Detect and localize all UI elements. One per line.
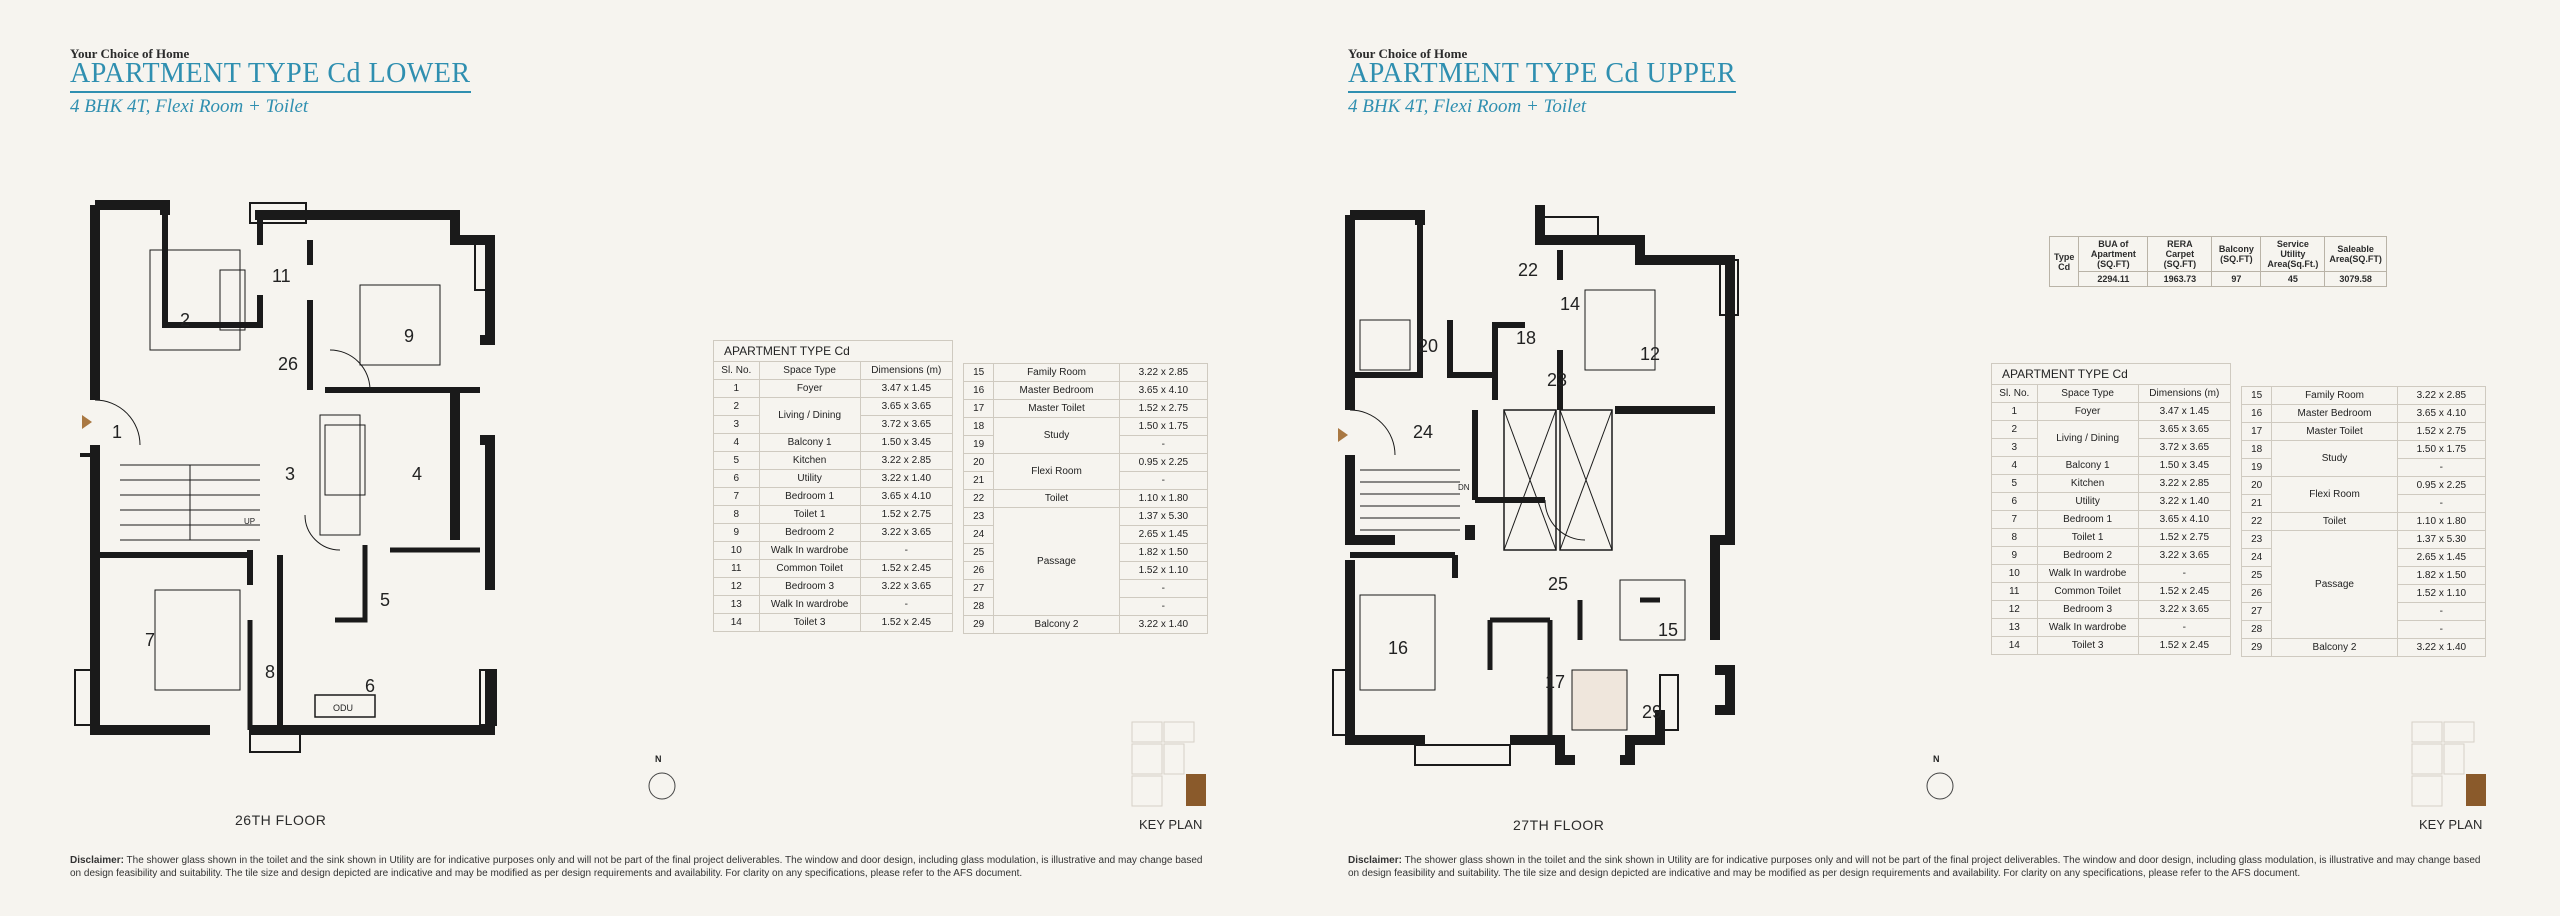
table-row: 22 Toilet 1.10 x 1.80 <box>964 490 1208 508</box>
table-row: 17 Master Toilet 1.52 x 2.75 <box>2242 423 2486 441</box>
right-page <box>1280 0 2560 916</box>
table-row: 2 Living / Dining 3.65 x 3.65 <box>714 398 953 416</box>
table-row: 28 - <box>2242 621 2486 639</box>
table-row: 1 Foyer 3.47 x 1.45 <box>714 380 953 398</box>
disclaimer-text: The shower glass shown in the toilet and the sink shown in Utility are for indicative purposes only and will not be part of the final project deliverables. The window and door design, including glass modulation, is illustrative and may change based on design feasibility and suitability. The tile size and design depicted are indicative and may be modified as per design requirements and availability. For clarity on any specifications, please refer to the AFS document. <box>70 855 1203 879</box>
eyebrow-text: Your Choice of Home <box>70 46 190 61</box>
table-row: 27 - <box>964 580 1208 598</box>
table-row: 6 Utility 3.22 x 1.40 <box>1992 493 2231 511</box>
table-row: 24 2.65 x 1.45 <box>2242 549 2486 567</box>
area-header: Balcony (SQ.FT) <box>2212 237 2261 272</box>
table-row: 5 Kitchen 3.22 x 2.85 <box>714 452 953 470</box>
room-14: 14 <box>1560 294 1581 314</box>
room-17: 17 <box>1545 672 1566 692</box>
col-header: Sl. No. <box>714 362 760 380</box>
room-8: 8 <box>265 662 276 682</box>
table-body <box>1992 403 2231 655</box>
table-caption: APARTMENT TYPE Cd <box>714 341 953 362</box>
table-row: 20 Flexi Room 0.95 x 2.25 <box>2242 477 2486 495</box>
table-body <box>714 380 953 632</box>
room-15: 15 <box>1658 620 1679 640</box>
table-body <box>2242 387 2486 657</box>
room-9: 9 <box>404 326 415 346</box>
floor-label: 27TH FLOOR <box>1513 817 1605 833</box>
table-row: 23 Passage 1.37 x 5.30 <box>964 508 1208 526</box>
table-caption: APARTMENT TYPE Cd <box>1992 364 2231 385</box>
room-numbers <box>1388 260 1678 722</box>
page-subtitle: 4 BHK 4T, Flexi Room + Toilet <box>1348 96 1587 117</box>
area-summary-table <box>2049 236 2387 287</box>
room-5: 5 <box>380 590 391 610</box>
page-subtitle: 4 BHK 4T, Flexi Room + Toilet <box>70 96 309 117</box>
page-title: APARTMENT TYPE Cd UPPER <box>1348 58 1736 93</box>
room-23: 23 <box>1547 370 1568 390</box>
table-row: 7 Bedroom 1 3.65 x 4.10 <box>1992 511 2231 529</box>
room-16: 16 <box>1388 638 1409 658</box>
room-20: 20 <box>1418 336 1439 356</box>
table-row: 4 Balcony 1 1.50 x 3.45 <box>1992 457 2231 475</box>
room-18: 18 <box>1516 328 1537 348</box>
area-value: 1963.73 <box>2148 272 2212 287</box>
table-row: 28 - <box>964 598 1208 616</box>
table-row: 18 Study 1.50 x 1.75 <box>964 418 1208 436</box>
disclaimer <box>1348 854 2488 880</box>
table-row: 11 Common Toilet 1.52 x 2.45 <box>1992 583 2231 601</box>
table-row: 12 Bedroom 3 3.22 x 3.65 <box>714 578 953 596</box>
col-header: Space Type <box>759 362 860 380</box>
table-row: 13 Walk In wardrobe - <box>1992 619 2231 637</box>
room-29: 29 <box>1642 702 1663 722</box>
table-row: 19 - <box>964 436 1208 454</box>
table-row: 20 Flexi Room 0.95 x 2.25 <box>964 454 1208 472</box>
table-row: 26 1.52 x 1.10 <box>2242 585 2486 603</box>
room-4: 4 <box>412 464 423 484</box>
table-row: 22 Toilet 1.10 x 1.80 <box>2242 513 2486 531</box>
table-row: 25 1.82 x 1.50 <box>964 544 1208 562</box>
floor-plan-26 <box>60 200 500 770</box>
col-header: Dimensions (m) <box>2138 385 2230 403</box>
room-22: 22 <box>1518 260 1539 280</box>
table-row: 9 Bedroom 2 3.22 x 3.65 <box>714 524 953 542</box>
table-row: 16 Master Bedroom 3.65 x 4.10 <box>964 382 1208 400</box>
room-schedule-right <box>963 363 1208 634</box>
table-row: 26 1.52 x 1.10 <box>964 562 1208 580</box>
room-25: 25 <box>1548 574 1569 594</box>
disclaimer-text: The shower glass shown in the toilet and the sink shown in Utility are for indicative purposes only and will not be part of the final project deliverables. The window and door design, including glass modulation, is illustrative and may change based on design feasibility and suitability. The tile size and design depicted are indicative and may be modified as per design requirements and availability. For clarity on any specifications, please refer to the AFS document. <box>1348 855 2481 879</box>
table-row: 8 Toilet 1 1.52 x 2.75 <box>1992 529 2231 547</box>
table-row: 4 Balcony 1 1.50 x 3.45 <box>714 434 953 452</box>
table-row: 10 Walk In wardrobe - <box>1992 565 2231 583</box>
area-value: 45 <box>2261 272 2325 287</box>
table-row: 18 Study 1.50 x 1.75 <box>2242 441 2486 459</box>
key-plan-graphic <box>2410 720 2490 810</box>
room-11: 11 <box>272 266 291 286</box>
table-row: 19 - <box>2242 459 2486 477</box>
dn-label: DN <box>1458 483 1470 492</box>
north-compass-icon <box>645 752 679 802</box>
table-row: 24 2.65 x 1.45 <box>964 526 1208 544</box>
room-26: 26 <box>278 354 299 374</box>
table-body <box>964 364 1208 634</box>
table-row: 10 Walk In wardrobe - <box>714 542 953 560</box>
disclaimer-label: Disclaimer: <box>70 855 124 866</box>
area-value: 97 <box>2212 272 2261 287</box>
key-plan-label: KEY PLAN <box>2419 817 2483 832</box>
col-header: Space Type <box>2037 385 2138 403</box>
table-row: 29 Balcony 2 3.22 x 1.40 <box>2242 639 2486 657</box>
key-plan-label: KEY PLAN <box>1139 817 1203 832</box>
area-value: 3079.58 <box>2325 272 2387 287</box>
table-row: 25 1.82 x 1.50 <box>2242 567 2486 585</box>
area-header: Saleable Area(SQ.FT) <box>2325 237 2387 272</box>
table-row: 21 - <box>2242 495 2486 513</box>
odu-label: ODU <box>333 703 353 713</box>
room-schedule-left <box>713 340 953 632</box>
table-row: 29 Balcony 2 3.22 x 1.40 <box>964 616 1208 634</box>
disclaimer <box>70 854 1210 880</box>
table-row: 3 3.72 x 3.65 <box>1992 439 2231 457</box>
table-row: 27 - <box>2242 603 2486 621</box>
table-row: 2 Living / Dining 3.65 x 3.65 <box>1992 421 2231 439</box>
eyebrow-text: Your Choice of Home <box>1348 46 1468 61</box>
table-row: 12 Bedroom 3 3.22 x 3.65 <box>1992 601 2231 619</box>
room-1: 1 <box>112 422 123 442</box>
room-6: 6 <box>365 676 376 696</box>
table-row: 11 Common Toilet 1.52 x 2.45 <box>714 560 953 578</box>
room-24: 24 <box>1413 422 1434 442</box>
compass-north-label: N <box>1933 754 1940 764</box>
room-schedule-right <box>2241 386 2486 657</box>
table-row: 8 Toilet 1 1.52 x 2.75 <box>714 506 953 524</box>
table-row: 15 Family Room 3.22 x 2.85 <box>2242 387 2486 405</box>
page-title: APARTMENT TYPE Cd LOWER <box>70 58 471 93</box>
key-plan-graphic <box>1130 720 1210 810</box>
floor-label: 26TH FLOOR <box>235 812 327 828</box>
room-7: 7 <box>145 630 156 650</box>
room-numbers <box>112 266 422 713</box>
table-row: 21 - <box>964 472 1208 490</box>
table-row: 9 Bedroom 2 3.22 x 3.65 <box>1992 547 2231 565</box>
table-row: 5 Kitchen 3.22 x 2.85 <box>1992 475 2231 493</box>
area-value: 2294.11 <box>2079 272 2148 287</box>
floor-plan-27 <box>1320 200 1760 770</box>
area-header: RERA Carpet (SQ.FT) <box>2148 237 2212 272</box>
col-header: Dimensions (m) <box>860 362 952 380</box>
table-row: 7 Bedroom 1 3.65 x 4.10 <box>714 488 953 506</box>
compass-north-label: N <box>655 754 662 764</box>
table-row: 13 Walk In wardrobe - <box>714 596 953 614</box>
col-header: Sl. No. <box>1992 385 2038 403</box>
area-header: BUA of Apartment (SQ.FT) <box>2079 237 2148 272</box>
area-header: Service Utility Area(Sq.Ft.) <box>2261 237 2325 272</box>
north-compass-icon <box>1923 752 1957 802</box>
table-row: 17 Master Toilet 1.52 x 2.75 <box>964 400 1208 418</box>
room-2: 2 <box>180 310 191 330</box>
table-row: 16 Master Bedroom 3.65 x 4.10 <box>2242 405 2486 423</box>
room-3: 3 <box>285 464 296 484</box>
area-type: Type Cd <box>2050 237 2079 287</box>
table-row: 3 3.72 x 3.65 <box>714 416 953 434</box>
room-12: 12 <box>1640 344 1661 364</box>
disclaimer-label: Disclaimer: <box>1348 855 1402 866</box>
up-label: UP <box>244 517 256 526</box>
table-row: 6 Utility 3.22 x 1.40 <box>714 470 953 488</box>
table-row: 1 Foyer 3.47 x 1.45 <box>1992 403 2231 421</box>
table-row: 14 Toilet 3 1.52 x 2.45 <box>1992 637 2231 655</box>
table-row: 23 Passage 1.37 x 5.30 <box>2242 531 2486 549</box>
table-row: 14 Toilet 3 1.52 x 2.45 <box>714 614 953 632</box>
table-row: 15 Family Room 3.22 x 2.85 <box>964 364 1208 382</box>
room-schedule-left <box>1991 363 2231 655</box>
